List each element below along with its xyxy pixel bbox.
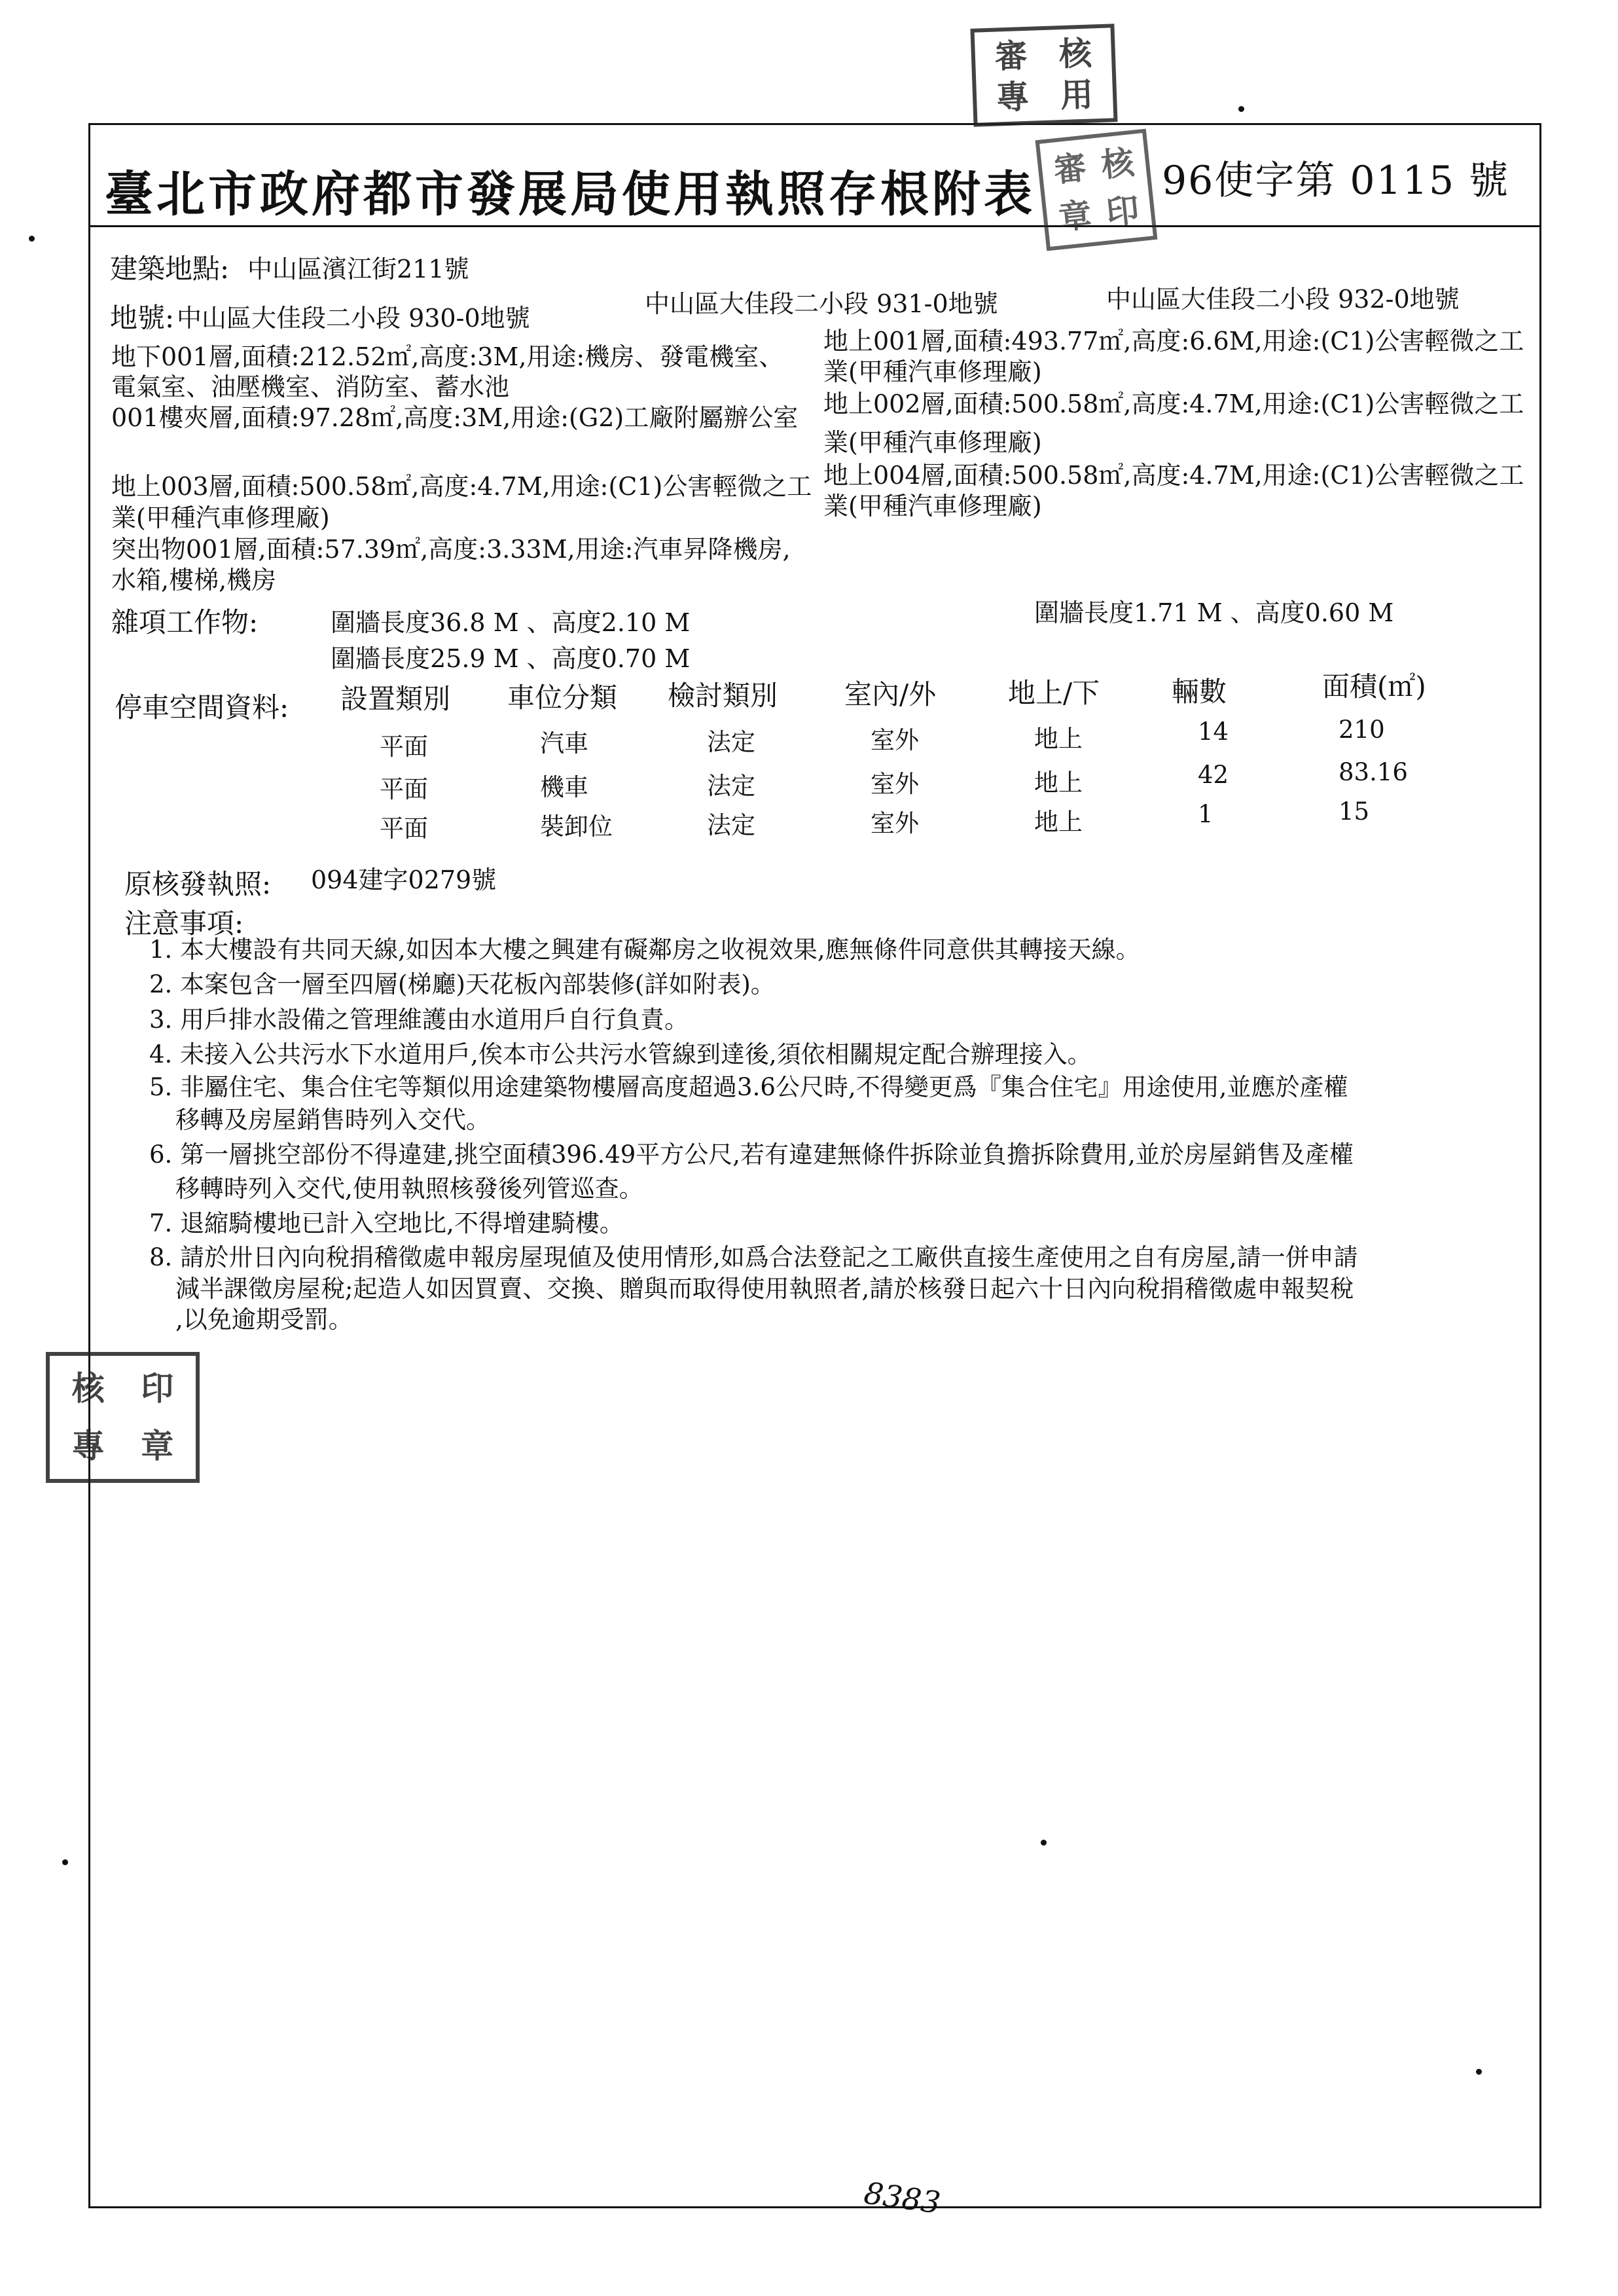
parking-cell: 室外 xyxy=(871,726,919,754)
parking-header-review: 檢討類別 xyxy=(668,680,778,712)
parking-cell: 83.16 xyxy=(1339,758,1408,786)
floor-2-line2: 業(甲種汽車修理廠) xyxy=(823,428,1042,457)
top-seal-stamp: 審 核 專 用 xyxy=(970,24,1117,127)
lot-label: 地號: xyxy=(110,302,175,334)
site-label: 建築地點: xyxy=(110,253,230,285)
parking-cell: 14 xyxy=(1198,718,1229,746)
lot-number-2: 中山區大佳段二小段 931-0地號 xyxy=(645,289,998,318)
page-title: 臺北市政府都市發展局使用執照存根附表 xyxy=(105,166,1035,223)
parking-cell: 42 xyxy=(1198,761,1229,789)
note-2: 2. 本案包含一層至四層(梯廳)天花板內部裝修(詳如附表)。 xyxy=(149,970,775,998)
note-5-line2: 移轉及房屋銷售時列入交代。 xyxy=(175,1106,490,1134)
parking-header-in-out: 室內/外 xyxy=(844,678,937,710)
note-8-line1: 8. 請於卅日內向稅捐稽徵處申報房屋現値及使用情形,如爲合法登記之工廠供直接生產使用之自有房屋,請一併申請 xyxy=(149,1243,1358,1271)
floor-roof-line1: 突出物001層,面積:57.39㎡,高度:3.33M,用途:汽車昇降機房, xyxy=(111,535,791,564)
page-mark: 8383 xyxy=(861,2175,943,2221)
notes-label: 注意事項: xyxy=(124,907,244,939)
floor-b1-line2: 電氣室、油壓機室、消防室、蓄水池 xyxy=(111,373,510,401)
misc-item-2: 圍牆長度25.9 M 、高度0.70 M xyxy=(331,644,691,673)
scan-speck xyxy=(62,1859,68,1865)
misc-item-1: 圍牆長度36.8 M 、高度2.10 M xyxy=(331,608,691,637)
floor-1-line2: 業(甲種汽車修理廠) xyxy=(823,357,1042,386)
left-seal-stamp: 核 印 專 章 xyxy=(46,1352,200,1483)
parking-header-count: 輛數 xyxy=(1172,676,1227,708)
floor-4-line2: 業(甲種汽車修理廠) xyxy=(823,492,1042,520)
floor-roof-line2: 水箱,樓梯,機房 xyxy=(111,566,277,594)
note-6-line1: 6. 第一層挑空部份不得違建,挑空面積396.49平方公尺,若有違建無條件拆除並負擔拆除費用,並於房屋銷售及產權 xyxy=(149,1140,1354,1169)
lot-number-3: 中山區大佳段二小段 932-0地號 xyxy=(1106,285,1460,314)
floor-mezzanine: 001樓夾層,面積:97.28㎡,高度:3M,用途:(G2)工廠附屬辦公室 xyxy=(111,403,799,432)
note-7: 7. 退縮騎樓地已計入空地比,不得增建騎樓。 xyxy=(149,1209,624,1237)
site-address: 中山區濱江街211號 xyxy=(247,255,469,283)
parking-cell: 地上 xyxy=(1034,808,1083,836)
title-seal-stamp: 審 核 章 印 xyxy=(1035,129,1158,251)
lot-number-1: 中山區大佳段二小段 930-0地號 xyxy=(177,304,530,333)
parking-cell: 法定 xyxy=(707,772,755,800)
parking-cell: 1 xyxy=(1198,800,1214,828)
permit-number: 96使字第 0115 號 xyxy=(1162,158,1510,204)
floor-4-line1: 地上004層,面積:500.58㎡,高度:4.7M,用途:(C1)公害輕微之工 xyxy=(823,461,1524,490)
parking-cell: 室外 xyxy=(871,770,919,798)
floor-3-line1: 地上003層,面積:500.58㎡,高度:4.7M,用途:(C1)公害輕微之工 xyxy=(111,472,812,501)
parking-cell: 機車 xyxy=(540,773,588,801)
parking-cell: 裝卸位 xyxy=(540,812,613,841)
parking-cell: 平面 xyxy=(380,775,428,803)
note-8-line2: 減半課徵房屋稅;起造人如因買賣、交換、贈與而取得使用執照者,請於核發日起六十日內向稅捐稽徵處申報契稅 xyxy=(175,1275,1354,1303)
misc-label: 雜項工作物: xyxy=(111,606,259,638)
parking-header-area: 面積(㎡) xyxy=(1322,670,1426,702)
parking-cell: 地上 xyxy=(1034,725,1083,753)
parking-label: 停車空間資料: xyxy=(115,691,289,723)
note-1: 1. 本大樓設有共同天線,如因本大樓之興建有礙鄰房之收視效果,應無條件同意供其轉接天線。 xyxy=(149,936,1140,964)
scan-speck xyxy=(29,236,35,242)
scan-speck xyxy=(1041,1840,1047,1846)
parking-cell: 15 xyxy=(1339,797,1370,826)
floor-3-line2: 業(甲種汽車修理廠) xyxy=(111,503,330,532)
parking-cell: 法定 xyxy=(707,728,755,756)
floor-1-line1: 地上001層,面積:493.77㎡,高度:6.6M,用途:(C1)公害輕微之工 xyxy=(823,327,1524,355)
parking-header-setup: 設置類別 xyxy=(340,683,451,715)
original-permit-number: 094建字0279號 xyxy=(311,866,497,894)
parking-cell: 汽車 xyxy=(540,729,588,757)
scan-speck xyxy=(1476,2069,1482,2075)
title-divider xyxy=(88,225,1541,227)
parking-cell: 210 xyxy=(1339,716,1385,744)
parking-cell: 平面 xyxy=(380,814,428,843)
scan-speck xyxy=(1238,106,1244,112)
parking-header-space-type: 車位分類 xyxy=(507,682,618,714)
misc-item-3: 圍牆長度1.71 M 、高度0.60 M xyxy=(1034,598,1394,627)
parking-cell: 地上 xyxy=(1034,769,1083,797)
note-4: 4. 未接入公共污水下水道用戶,俟本市公共污水管線到達後,須依相關規定配合辦理接入。 xyxy=(149,1040,1092,1068)
note-8-line3: ,以免逾期受罰。 xyxy=(175,1305,353,1334)
floor-2-line1: 地上002層,面積:500.58㎡,高度:4.7M,用途:(C1)公害輕微之工 xyxy=(823,390,1524,418)
parking-cell: 室外 xyxy=(871,809,919,837)
note-3: 3. 用戶排水設備之管理維護由水道用戶自行負責。 xyxy=(149,1006,689,1034)
parking-header-level: 地上/下 xyxy=(1008,677,1100,709)
note-6-line2: 移轉時列入交代,使用執照核發後列管巡查。 xyxy=(175,1175,643,1203)
note-5-line1: 5. 非屬住宅、集合住宅等類似用途建築物樓層高度超過3.6公尺時,不得變更爲『集合住宅』用途使用,並應於產權 xyxy=(149,1073,1348,1101)
floor-b1-line1: 地下001層,面積:212.52㎡,高度:3M,用途:機房、發電機室、 xyxy=(111,342,784,371)
original-permit-label: 原核發執照: xyxy=(124,868,272,900)
parking-cell: 法定 xyxy=(707,811,755,839)
parking-cell: 平面 xyxy=(380,733,428,761)
